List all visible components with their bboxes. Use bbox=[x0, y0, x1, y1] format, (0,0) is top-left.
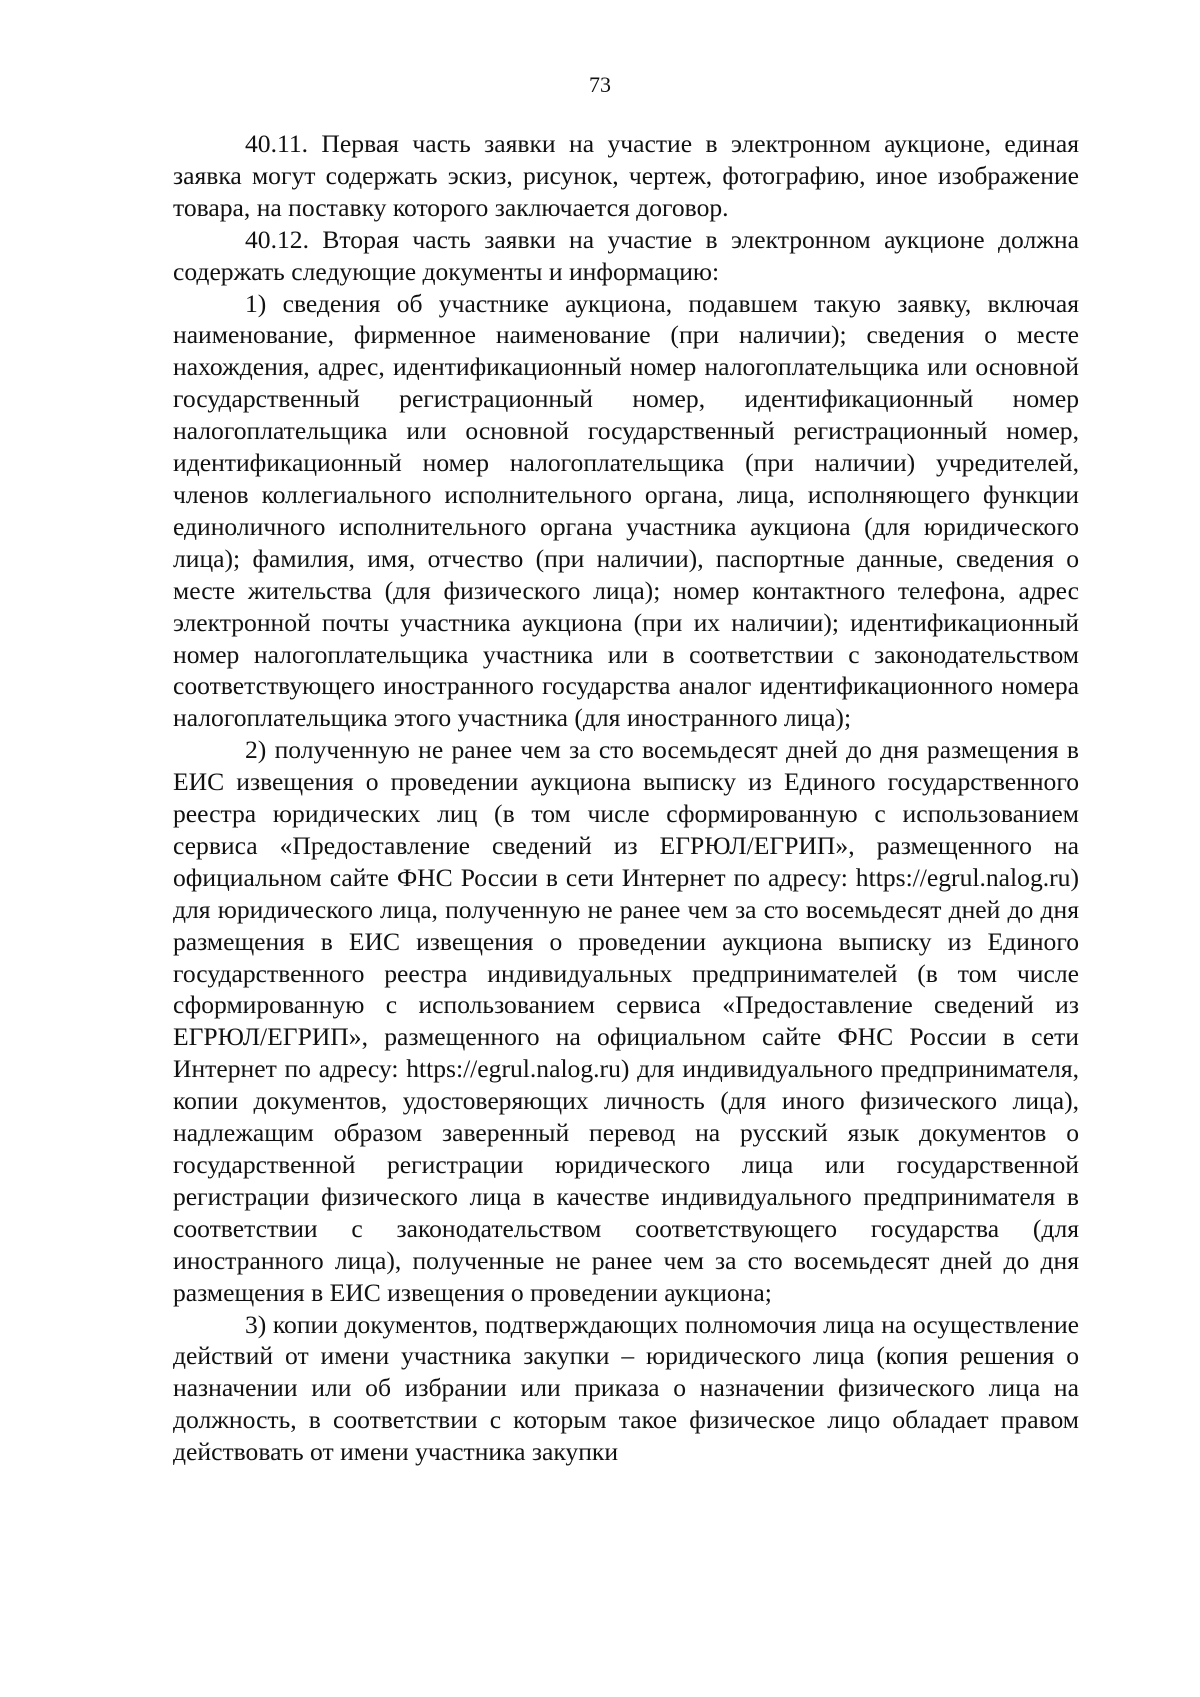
list-item-2: 2) полученную не ранее чем за сто восемьдесят дней до дня размещения в ЕИС извещения о проведении аукциона выписку из Единого государственного реестра юридических лиц (в том числе сформированную с использованием сервиса «Предоставление сведений из ЕГРЮЛ/ЕГРИП», размещенного на официальном сайте ФНС России в сети Интернет по адресу: https://egrul.nalog.ru) для юридического лица, полученную не ранее чем за сто восемьдесят дней до дня размещения в ЕИС извещения о проведении аукциона выписку из Единого государственного реестра индивидуальных предпринимателей (в том числе сформированную с использованием сервиса «Предоставление сведений из ЕГРЮЛ/ЕГРИП», размещенного на официальном сайте ФНС России в сети Интернет по адресу: https://egrul.nalog.ru) для индивидуального предпринимателя, копии документов, удостоверяющих личность (для иного физического лица), надлежащим образом заверенный перевод на русский язык документов о государственной регистрации юридического лица или государственной регистрации физического лица в качестве индивидуального предпринимателя в соответствии с законодательством соответствующего государства (для иностранного лица), полученные не ранее чем за сто восемьдесят дней до дня размещения в ЕИС извещения о проведении аукциона; bbox=[173, 735, 1079, 1307]
list-item-3: 3) копии документов, подтверждающих полномочия лица на осуществление действий от имени участника закупки – юридического лица (копия решения о назначении или об избрании или приказа о назначении физического лица на должность, в соответствии с которым такое физическое лицо обладает правом действовать от имени участника закупки bbox=[173, 1309, 1079, 1467]
page-number: 73 bbox=[589, 72, 611, 97]
paragraph-40-11: 40.11. Первая часть заявки на участие в электронном аукционе, единая заявка могут содержать эскиз, рисунок, чертеж, фотографию, иное изображение товара, на поставку которого заключается договор. bbox=[173, 129, 1079, 222]
document-body bbox=[173, 128, 1079, 1468]
paragraph-40-12: 40.12. Вторая часть заявки на участие в электронном аукционе должна содержать следующие документы и информацию: bbox=[173, 224, 1079, 286]
list-item-1: 1) сведения об участнике аукциона, подавшем такую заявку, включая наименование, фирменное наименование (при наличии); сведения о месте нахождения, адрес, идентификационный номер налогоплательщика или основной государственный регистрационный номер, идентификационный номер налогоплательщика или основной государственный регистрационный номер, идентификационный номер налогоплательщика (при наличии) учредителей, членов коллегиального исполнительного органа, лица, исполняющего функции единоличного исполнительного органа участника аукциона (для юридического лица); фамилия, имя, отчество (при наличии), паспортные данные, сведения о месте жительства (для физического лица); номер контактного телефона, адрес электронной почты участника аукциона (при их наличии); идентификационный номер налогоплательщика участника или в соответствии с законодательством соответствующего иностранного государства аналог идентификационного номера налогоплательщика этого участника (для иностранного лица); bbox=[173, 288, 1079, 733]
